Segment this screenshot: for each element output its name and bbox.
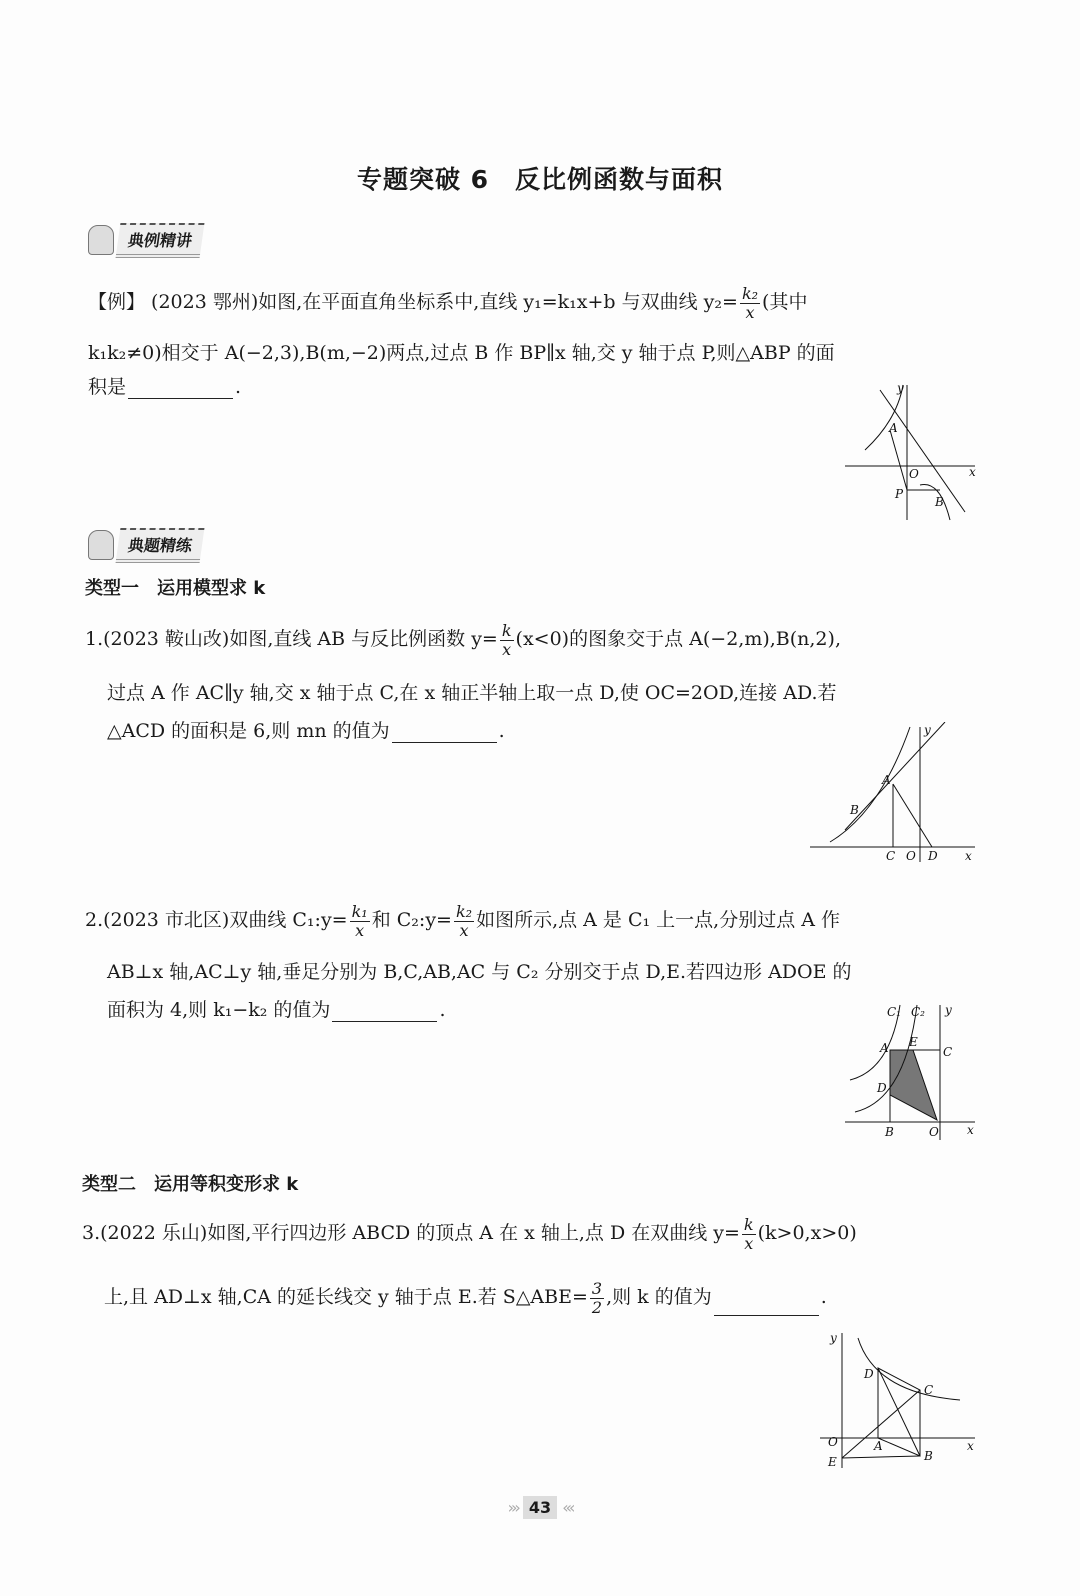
q2-line-2: AB⊥x 轴,AC⊥y 轴,垂足分别为 B,C,AB,AC 与 C₂ 分别交于点 D,E.若四边形 ADOE 的 [107,961,852,983]
text: (k>0,x>0) [757,1222,857,1245]
text: 积是 [88,376,127,398]
text: 3.(2022 乐山)如图,平行四边形 ABCD 的顶点 A 在 x 轴上,点 D 在双曲线 y= [82,1222,740,1245]
label: x [965,849,972,863]
text: 2.(2023 市北区)双曲线 C₁:y= [85,909,348,932]
label: P [895,487,904,501]
numerator: k₂ [741,284,759,303]
denominator: x [355,920,365,940]
q2-line-3 [107,995,445,1022]
numerator: k [743,1215,754,1234]
answer-blank[interactable] [392,724,497,743]
denominator: 2 [591,1297,603,1317]
fraction [740,285,760,321]
label: A [882,773,891,787]
type-heading-1: 类型一 运用模型求 k [85,578,266,599]
chevrons-right-icon: ››› [507,1498,518,1517]
denominator: x [744,1233,754,1253]
section-badge-practice [88,530,202,560]
numerator: 3 [591,1279,603,1298]
text: . [498,720,505,742]
label: B [935,495,944,509]
label: C [943,1045,953,1059]
text: (其中 [762,291,808,314]
page-number-value: 43 [523,1496,557,1519]
text: ,则 k 的值为 [606,1286,712,1309]
section-badge-example [88,225,202,255]
label: O [909,467,919,481]
label: O [929,1125,939,1139]
text: (x<0)的图象交于点 A(−2,m),B(n,2), [515,628,841,651]
badge-label: 典题精练 [116,528,205,563]
page-title: 专题突破 6 反比例函数与面积 [356,165,724,194]
mascot-icon [88,530,114,560]
q2-line-1 [85,903,840,939]
label: C₁ [887,1005,901,1019]
label: A [880,1041,889,1055]
figure-q2 [845,1000,980,1145]
text: 如图所示,点 A 是 C₁ 上一点,分别过点 A 作 [476,909,840,932]
label: C₂ [911,1005,925,1019]
example-line-2: k₁k₂≠0)相交于 A(−2,3),B(m,−2)两点,过点 B 作 BP∥x 轴,交 y 轴于点 P,则△ABP 的面 [88,342,835,364]
label: A [889,421,898,435]
text: 1.(2023 鞍山改)如图,直线 AB 与反比例函数 y= [85,628,498,651]
page-number [480,1498,600,1517]
type-heading-2: 类型二 运用等积变形求 k [82,1174,299,1195]
text: . [439,999,446,1021]
label: E [828,1455,837,1469]
label: D [864,1367,874,1381]
label: y [945,1003,952,1017]
denominator: x [745,302,755,322]
label: O [828,1435,838,1449]
text: 和 C₂:y= [371,909,452,932]
label: B [924,1449,933,1463]
numerator: k₂ [455,902,473,921]
text: 【例】 (2023 鄂州)如图,在平面直角坐标系中,直线 y₁=k₁x+b 与双曲线 y₂= [88,291,738,314]
denominator: x [502,639,512,659]
label: C [924,1383,934,1397]
denominator: x [459,920,469,940]
answer-blank[interactable] [128,380,233,399]
label: D [877,1081,887,1095]
answer-blank[interactable] [714,1297,819,1316]
label: O [906,849,916,863]
label: x [969,465,976,479]
fraction [590,1280,604,1316]
label: C [886,849,896,863]
fraction [350,903,370,939]
text: △ACD 的面积是 6,则 mn 的值为 [107,720,390,742]
label: B [885,1125,894,1139]
fraction [454,903,474,939]
text: . [820,1286,827,1309]
label: y [830,1331,837,1345]
answer-blank[interactable] [332,1003,437,1022]
text: 上,且 AD⊥x 轴,CA 的延长线交 y 轴于点 E.若 S△ABE= [104,1286,588,1309]
example-line-3 [88,372,241,399]
q3-line-1 [82,1216,857,1252]
figure-example [845,380,980,525]
label: x [967,1439,974,1453]
badge-label: 典例精讲 [116,223,205,258]
q3-line-2 [104,1280,827,1316]
label: y [897,381,904,395]
text: 面积为 4,则 k₁−k₂ 的值为 [107,999,331,1021]
label: y [924,723,931,737]
q1-line-1 [85,622,841,658]
example-line-1 [88,285,807,321]
fraction [742,1216,756,1252]
q1-line-2: 过点 A 作 AC∥y 轴,交 x 轴于点 C,在 x 轴正半轴上取一点 D,使 OC=2OD,连接 AD.若 [107,682,837,704]
label: D [928,849,938,863]
numerator: k [501,621,512,640]
label: B [850,803,859,817]
text: . [235,376,242,398]
label: E [909,1035,918,1049]
figure-q3 [820,1328,980,1473]
fraction [500,622,514,658]
chevrons-left-icon: ‹‹‹ [562,1498,573,1517]
mascot-icon [88,225,114,255]
numerator: k₁ [351,902,368,921]
q1-line-3 [107,716,505,743]
figure-q1 [810,722,980,867]
label: A [874,1439,883,1453]
label: x [967,1123,974,1137]
